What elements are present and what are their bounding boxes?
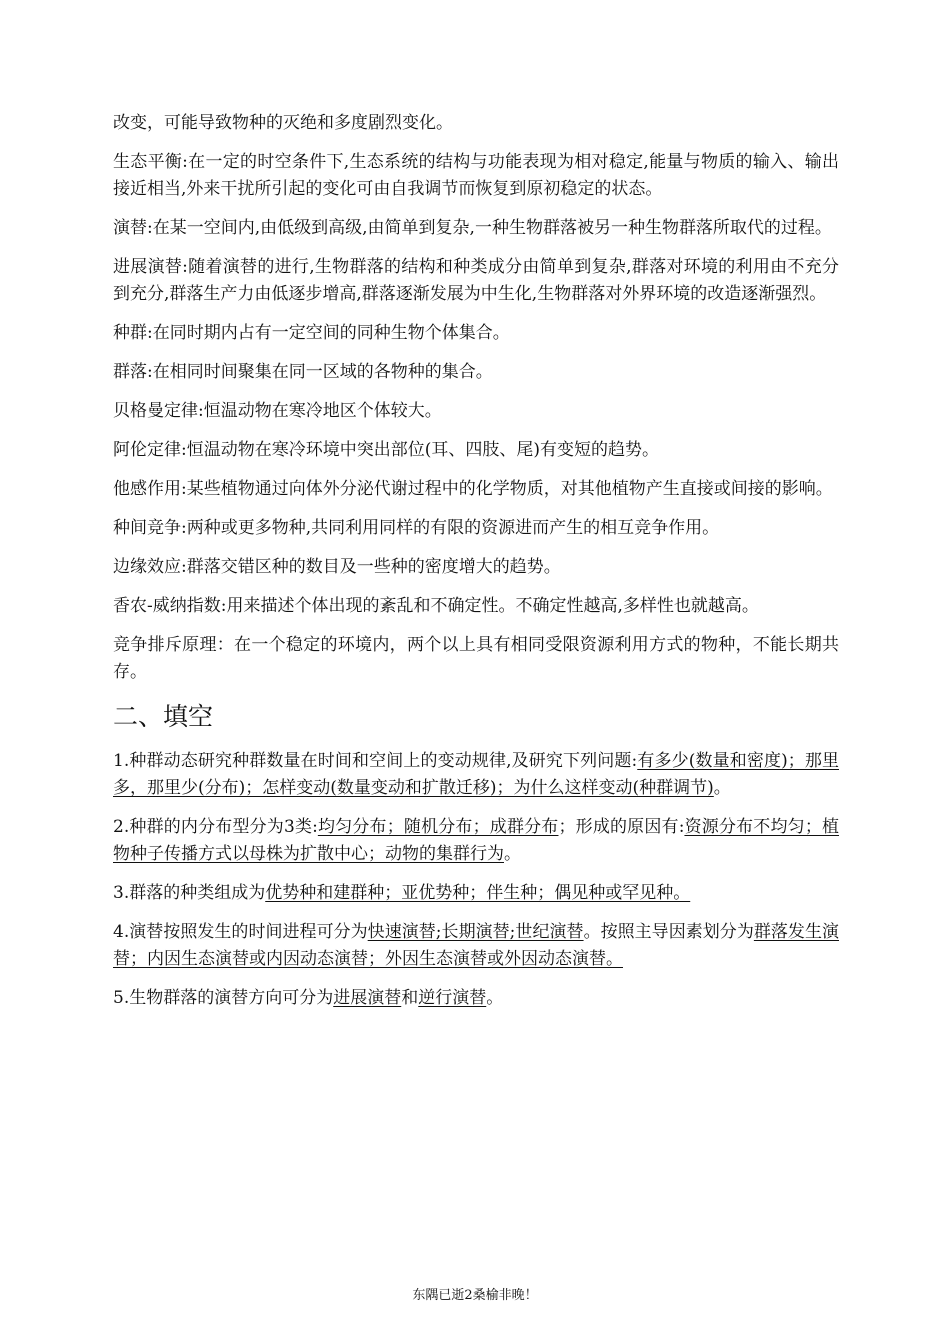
definition-competitive-exclusion: 竞争排斥原理：在一个稳定的环境内，两个以上具有相同受限资源利用方式的物种，不能长期共存。 <box>113 635 839 682</box>
fill-item-1 <box>113 748 839 802</box>
fill-item-prefix: 1.种群动态研究种群数量在时间和空间上的变动规律,及研究下列问题: <box>113 751 638 771</box>
fill-item-5 <box>113 985 839 1012</box>
fill-item-4 <box>113 919 839 973</box>
definition-ecological-balance: 生态平衡:在一定的时空条件下,生态系统的结构与功能表现为相对稳定,能量与物质的输入、输出接近相当,外来干扰所引起的变化可由自我调节而恢复到原初稳定的状态。 <box>113 152 839 199</box>
fill-item-prefix: 2.种群的内分布型分为3类: <box>113 817 318 837</box>
fill-item-prefix: 4.演替按照发生的时间进程可分为 <box>113 922 368 942</box>
definition-community: 群落:在相同时间聚集在同一区域的各物种的集合。 <box>113 362 493 382</box>
fill-item-answer-2: 资源分布不均匀；植物种子传播方式以母株为扩散中心；动物的集群行为 <box>113 817 840 864</box>
fill-item-middle: 和 <box>401 988 419 1008</box>
fill-item-answer: 进展演替 <box>333 988 402 1008</box>
definition-interspecific-competition: 种间竞争:两种或更多物种,共同利用同样的有限的资源进而产生的相互竞争作用。 <box>113 518 720 538</box>
document-body <box>113 110 839 1024</box>
definition-progressive-succession: 进展演替:随着演替的进行,生物群落的结构和种类成分由简单到复杂,群落对环境的利用由不充分到充分,群落生产力由低逐步增高,群落逐渐发展为中生化,生物群落对外界环境的改造逐渐强烈。 <box>113 257 839 304</box>
definition-shannon-wiener-index: 香农-威纳指数:用来描述个体出现的紊乱和不确定性。不确定性越高,多样性也就越高。 <box>113 596 759 616</box>
fill-item-answer: 均匀分布；随机分布；成群分布 <box>317 817 559 837</box>
fill-item-suffix: 。 <box>713 778 731 798</box>
definition-succession: 演替:在某一空间内,由低级到高级,由简单到复杂,一种生物群落被另一种生物群落所取代的过程。 <box>113 218 832 238</box>
fill-item-answer-2: 逆行演替 <box>418 988 487 1008</box>
definition-bergmann-rule: 贝格曼定律:恒温动物在寒冷地区个体较大。 <box>113 401 442 421</box>
fill-item-suffix: 。 <box>504 844 521 864</box>
fill-item-prefix: 5.生物群落的演替方向可分为 <box>113 988 334 1008</box>
fill-item-answer: 有多少(数量和密度)；那里多，那里少(分布)；怎样变动(数量变动和扩散迁移)；为什么这样变动(种群调节) <box>113 751 839 798</box>
page-footer: 东隅已逝2桑榆非晚！ <box>412 1288 538 1303</box>
fill-item-2 <box>113 814 839 868</box>
definition-edge-effect: 边缘效应:群落交错区种的数目及一些种的密度增大的趋势。 <box>113 557 561 577</box>
fill-item-middle: ；形成的原因有: <box>558 817 685 837</box>
definition-population: 种群:在同时期内占有一定空间的同种生物个体集合。 <box>113 323 510 343</box>
fill-item-prefix: 3.群落的种类组成为 <box>113 883 266 903</box>
fill-item-answer: 快速演替;长期演替;世纪演替 <box>367 922 584 942</box>
fill-item-suffix: 。 <box>486 988 504 1008</box>
definition-continuation: 改变，可能导致物种的灭绝和多度剧烈变化。 <box>113 113 453 133</box>
fill-item-answer: 优势种和建群种；亚优势种；伴生种；偶见种或罕见种。 <box>265 883 691 903</box>
fill-item-3 <box>113 880 839 907</box>
definition-allen-rule: 阿伦定律:恒温动物在寒冷环境中突出部位(耳、四肢、尾)有变短的趋势。 <box>113 440 659 460</box>
fill-item-answer-2: 群落发生演替；内因生态演替或内因动态演替；外因生态演替或外因动态演替。 <box>113 922 839 969</box>
section-heading-fill-in: 二、填空 <box>113 702 214 731</box>
definition-allelopathy: 他感作用:某些植物通过向体外分泌代谢过程中的化学物质，对其他植物产生直接或间接的影响。 <box>113 479 833 499</box>
fill-item-middle: 。按照主导因素划分为 <box>583 922 754 942</box>
